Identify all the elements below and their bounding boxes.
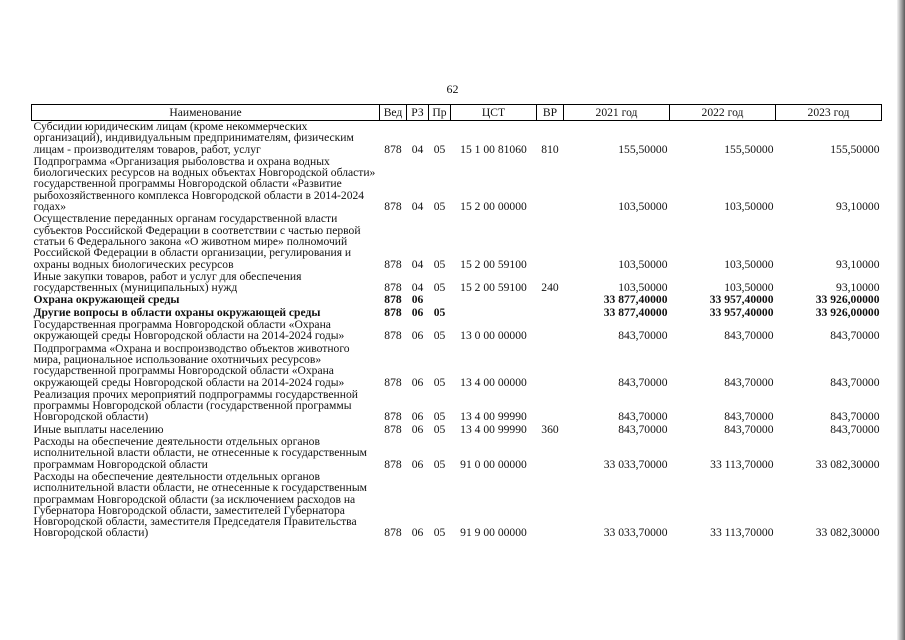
- cell-name: Расходы на обеспечение деятельности отдельных органов исполнительной власти области, не отнесенные к государственным программам Новгородской области: [33, 435, 367, 471]
- cell-y2022: 33 113,70000: [710, 457, 774, 471]
- cell-rz: 06: [411, 526, 424, 540]
- cell-name: Иные закупки товаров, работ и услуг для обеспечения государственных (муниципальных) нужд: [33, 269, 302, 295]
- cell-y2021: 843,70000: [618, 410, 668, 424]
- cell-name: Другие вопросы в области охраны окружающей среды: [33, 305, 321, 319]
- cell-vr: [537, 294, 564, 306]
- header-vr: ВР: [537, 105, 564, 121]
- cell-name: Реализация прочих мероприятий подпрограммы государственной программы Новгородской области (государственной программы Новгородской области): [33, 387, 358, 424]
- table-row: [32, 213, 882, 270]
- cell-y2022: 103,50000: [724, 257, 774, 271]
- cell-y2021: 33 877,40000: [603, 293, 668, 307]
- cell-y2021: 843,70000: [618, 422, 668, 436]
- cell-rz: 06: [411, 422, 424, 436]
- table-row: [32, 436, 882, 471]
- cell-rz: 06: [411, 375, 424, 389]
- cell-vr: [537, 343, 564, 389]
- cell-pr: 05: [433, 200, 446, 214]
- cell-y2023: 33 082,30000: [815, 526, 880, 540]
- header-cst: ЦСТ: [451, 105, 537, 121]
- page-number: 62: [446, 82, 459, 96]
- header-rz: РЗ: [407, 105, 429, 121]
- cell-name: Субсидии юридическим лицам (кроме некоммерческих организаций), индивидуальным предпринимателям, физическим лицам - производителям товаров, работ, услуг: [33, 120, 354, 156]
- cell-y2023: 93,10000: [836, 200, 880, 214]
- cell-y2022: 843,70000: [724, 410, 774, 424]
- cell-y2021: 103,50000: [618, 200, 668, 214]
- header-2021: 2021 год: [564, 105, 670, 121]
- cell-cst: 13 4 00 99990: [460, 410, 527, 424]
- cell-ved: 878: [384, 142, 402, 156]
- cell-name: Подпрограмма «Охрана и воспроизводство объектов животного мира, рациональное использование охотничьих ресурсов» государственной программы Новгородской области «Охрана окружающей среды Новгородской области на 2014-2024 годы»: [33, 341, 350, 389]
- cell-y2021: 33 033,70000: [603, 526, 668, 540]
- cell-pr: 05: [433, 526, 446, 540]
- cell-rz: 06: [411, 305, 424, 319]
- cell-vr: [537, 307, 564, 319]
- cell-y2022: 103,50000: [724, 200, 774, 214]
- cell-cst: 13 4 00 00000: [460, 375, 527, 389]
- cell-ved: 878: [384, 293, 402, 307]
- cell-name: Иные выплаты населению: [33, 422, 164, 436]
- cell-rz: 04: [411, 257, 424, 271]
- cell-y2022: 155,50000: [724, 142, 774, 156]
- header-name: Наименование: [32, 105, 380, 121]
- cell-name: Государственная программа Новгородской области «Охрана окружающей среды Новгородской области на 2014-2024 годы»: [33, 318, 345, 343]
- cell-ved: 878: [384, 305, 402, 319]
- cell-vr: 810: [541, 142, 559, 156]
- cell-y2021: 155,50000: [618, 142, 668, 156]
- cell-vr: [537, 156, 564, 213]
- cell-ved: 878: [384, 457, 402, 471]
- cell-pr: [429, 294, 451, 306]
- table-row: [32, 121, 882, 156]
- header-ved: Вед: [380, 105, 407, 121]
- cell-cst: 15 2 00 00000: [460, 200, 527, 214]
- table-body: [32, 121, 882, 540]
- cell-cst: 15 2 00 59100: [460, 257, 527, 271]
- cell-cst: 91 0 00 00000: [460, 457, 527, 471]
- cell-y2022: 843,70000: [724, 375, 774, 389]
- cell-y2021: 33 877,40000: [603, 305, 668, 319]
- table-row: [32, 271, 882, 295]
- cell-name: Охрана окружающей среды: [33, 293, 180, 307]
- cell-name: Расходы на обеспечение деятельности отдельных органов исполнительной власти области, не отнесенные к государственным программам Новгородской области (за исключением расходов на Губернатора Новгородской области, заместителей Губернатора Новгородской области, заместителя Председателя Правительства Новгородской области): [33, 469, 367, 540]
- cell-pr: 05: [433, 305, 446, 319]
- cell-vr: [537, 471, 564, 540]
- cell-ved: 878: [384, 200, 402, 214]
- cell-vr: 360: [541, 422, 559, 436]
- cell-y2023: 155,50000: [830, 142, 880, 156]
- cell-y2022: 103,50000: [724, 281, 774, 295]
- cell-y2022: 33 113,70000: [710, 526, 774, 540]
- header-2022: 2022 год: [670, 105, 776, 121]
- cell-pr: 05: [433, 257, 446, 271]
- table-header-row: [32, 105, 882, 121]
- cell-y2023: 843,70000: [830, 410, 880, 424]
- cell-cst: [451, 307, 537, 319]
- cell-ved: 878: [384, 329, 402, 343]
- cell-y2021: 843,70000: [618, 375, 668, 389]
- cell-y2023: 93,10000: [836, 281, 880, 295]
- cell-cst: 15 1 00 81060: [460, 142, 527, 156]
- cell-y2022: 843,70000: [724, 329, 774, 343]
- cell-name: Подпрограмма «Организация рыболовства и охрана водных биологических ресурсов на водных объектах Новгородской области» государственной программы Новгородской области «Развитие рыбохозяйственного комплекса Новгородской области в 2014-2024 годах»: [33, 154, 376, 214]
- cell-pr: 05: [433, 422, 446, 436]
- cell-ved: 878: [384, 281, 402, 295]
- cell-y2021: 33 033,70000: [603, 457, 668, 471]
- cell-pr: 05: [433, 410, 446, 424]
- cell-y2023: 843,70000: [830, 329, 880, 343]
- cell-vr: [537, 213, 564, 270]
- cell-pr: 05: [433, 329, 446, 343]
- cell-cst: 91 9 00 00000: [460, 526, 527, 540]
- cell-y2021: 103,50000: [618, 257, 668, 271]
- cell-ved: 878: [384, 257, 402, 271]
- table-row: [32, 156, 882, 213]
- cell-ved: 878: [384, 526, 402, 540]
- cell-y2023: 33 926,00000: [815, 293, 880, 307]
- cell-y2023: 843,70000: [830, 422, 880, 436]
- cell-y2023: 843,70000: [830, 375, 880, 389]
- cell-y2023: 93,10000: [836, 257, 880, 271]
- cell-vr: [537, 389, 564, 424]
- cell-rz: 06: [411, 293, 424, 307]
- table-row: [32, 389, 882, 424]
- cell-cst: 15 2 00 59100: [460, 281, 527, 295]
- cell-y2022: 33 957,40000: [709, 293, 774, 307]
- cell-y2022: 843,70000: [724, 422, 774, 436]
- header-pr: Пр: [429, 105, 451, 121]
- cell-y2023: 33 926,00000: [815, 305, 880, 319]
- cell-vr: [537, 436, 564, 471]
- budget-table: [31, 104, 882, 540]
- cell-cst: [451, 294, 537, 306]
- cell-y2022: 33 957,40000: [709, 305, 774, 319]
- cell-pr: 05: [433, 281, 446, 295]
- cell-ved: 878: [384, 375, 402, 389]
- cell-rz: 04: [411, 281, 424, 295]
- cell-y2021: 843,70000: [618, 329, 668, 343]
- cell-name: Осуществление переданных органам государственной власти субъектов Российской Федерации в соответствии с частью первой статьи 6 Федерального закона «О животном мире» полномочий Российской Федерации в области организации, регулирования и охраны водных биологических ресурсов: [33, 212, 361, 271]
- table-row: [32, 294, 882, 306]
- cell-rz: 04: [411, 142, 424, 156]
- cell-vr: [537, 319, 564, 343]
- cell-rz: 06: [411, 457, 424, 471]
- cell-rz: 06: [411, 410, 424, 424]
- cell-y2023: 33 082,30000: [815, 457, 880, 471]
- cell-vr: 240: [541, 281, 559, 295]
- table-row: [32, 471, 882, 540]
- cell-cst: 13 4 00 99990: [460, 422, 527, 436]
- cell-ved: 878: [384, 422, 402, 436]
- cell-ved: 878: [384, 410, 402, 424]
- header-2023: 2023 год: [776, 105, 882, 121]
- cell-rz: 04: [411, 200, 424, 214]
- table-row: [32, 343, 882, 389]
- cell-cst: 13 0 00 00000: [460, 329, 527, 343]
- cell-rz: 06: [411, 329, 424, 343]
- cell-pr: 05: [433, 375, 446, 389]
- table-row: [32, 319, 882, 343]
- cell-pr: 05: [433, 142, 446, 156]
- cell-pr: 05: [433, 457, 446, 471]
- cell-y2021: 103,50000: [618, 281, 668, 295]
